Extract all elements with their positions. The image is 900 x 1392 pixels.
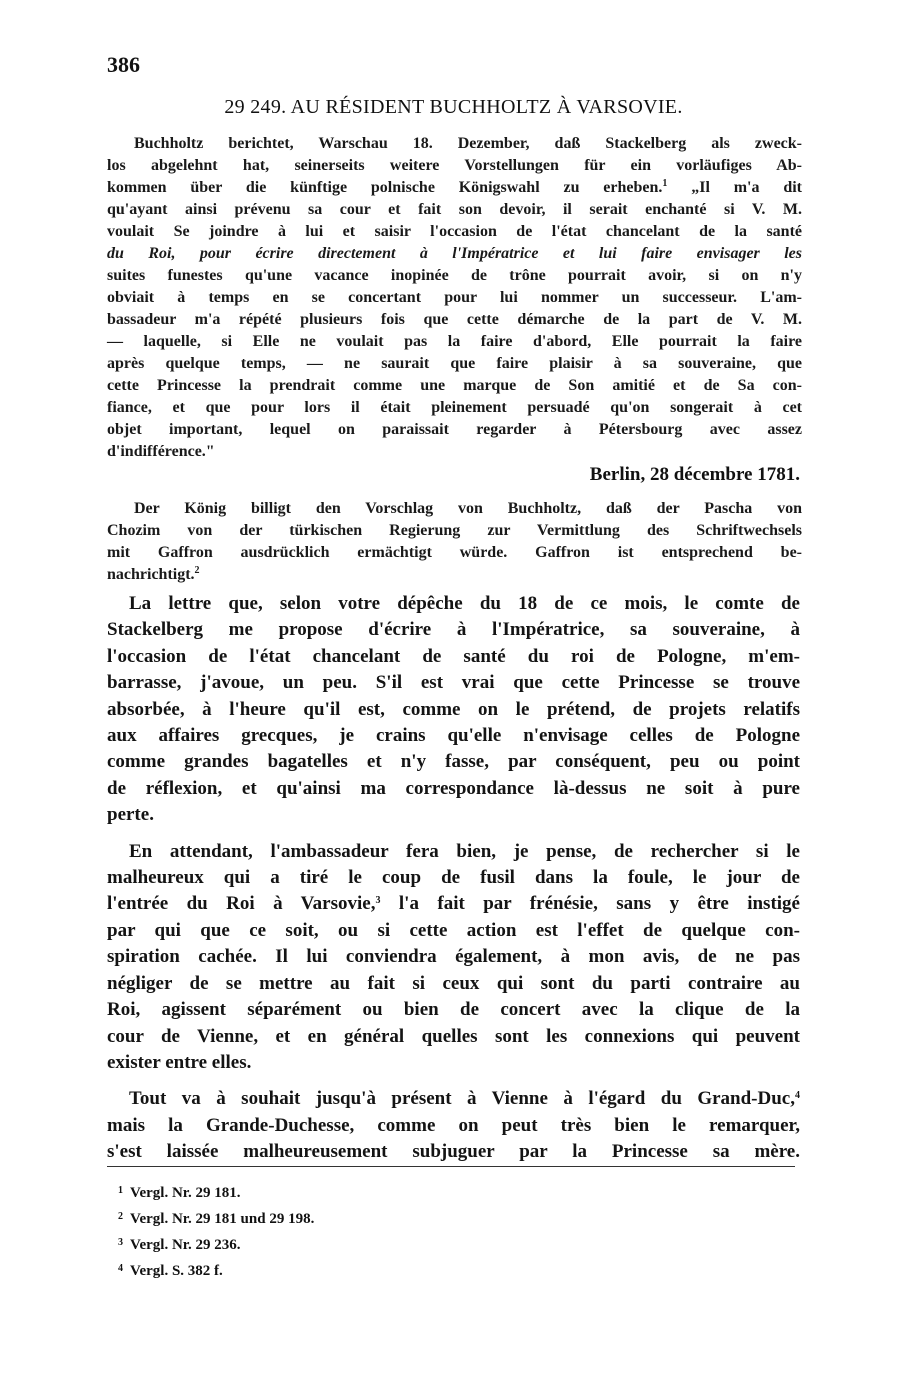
body-line: cour de Vienne, et en général quelles sont les connexions qui peuvent (107, 1025, 800, 1047)
summary-line: cette Princesse la prendrait comme une marque de Son amitié et de Sa con- (107, 377, 802, 394)
summary-line: Chozim von der türkischen Regierung zur Vermittlung des Schriftwechsels (107, 522, 802, 539)
footnote-text: Vergl. Nr. 29 181. (130, 1185, 241, 1201)
body-line: comme grandes bagatelles et n'y fasse, par conséquent, peu ou point (107, 751, 800, 773)
body-line: absorbée, à l'heure qu'il est, comme on le prétend, de projets relatifs (107, 698, 800, 720)
summary-line-text: nachrichtigt. (107, 566, 195, 583)
body-line: malheureux qui a tiré le coup de fusil dans la foule, le jour de (107, 867, 800, 889)
body-line: perte. (107, 804, 154, 826)
summary-decision (107, 498, 802, 586)
body-line: négliger de se mettre au fait si ceux qui sont du parti contraire au (107, 972, 800, 994)
summary-line: voulait Se joindre à lui et saisir l'occasion de l'état chancelant de la santé (107, 223, 802, 240)
footnote-mark: 4 (118, 1263, 123, 1274)
footnote-text: Vergl. S. 382 f. (130, 1263, 223, 1279)
footnote-ref: 4 (795, 1090, 800, 1102)
body-line: par qui que ce soit, ou si cette action est l'effet de quelque con- (107, 919, 800, 941)
body-line: exister entre elles. (107, 1051, 252, 1073)
body-line: aux affaires grecques, je crains qu'elle n'envisage celles de Pologne (107, 725, 800, 747)
footnotes (118, 1179, 314, 1283)
summary-line: mit Gaffron ausdrücklich ermächtigt würde. Gaffron ist entsprechend be- (107, 544, 802, 561)
body-line: de réflexion, et qu'ainsi ma correspondance là-dessus ne soit à pure (107, 777, 800, 799)
quote-start: „Il m'a dit (667, 179, 802, 196)
paragraph (107, 1086, 800, 1165)
body-line: spiration cachée. Il lui conviendra également, à mon avis, de ne pas (107, 946, 800, 968)
body-line: Stackelberg me propose d'écrire à l'Impératrice, sa souveraine, à (107, 619, 800, 641)
summary-line: obviait à temps en se concertant pour lui nommer un successeur. L'am- (107, 289, 802, 306)
footnote (118, 1231, 314, 1257)
body-line-text: l'entrée du Roi à Varsovie, (107, 893, 376, 915)
summary-line: qu'ayant ainsi prévenu sa cour et fait son devoir, il serait enchanté si V. M. (107, 201, 802, 218)
footnote-ref: 1 (662, 178, 668, 189)
footnote-mark: 3 (118, 1237, 123, 1248)
dateline: Berlin, 28 décembre 1781. (589, 464, 800, 485)
footnote-mark: 2 (118, 1211, 123, 1222)
footnote-text: Vergl. Nr. 29 181 und 29 198. (130, 1211, 315, 1227)
footnote-text: Vergl. Nr. 29 236. (130, 1237, 241, 1253)
body-line: s'est laissée malheureusement subjuguer par la Princesse sa mère. (107, 1141, 800, 1163)
summary-line-text: kommen über die künftige polnische Königswahl zu erheben. (107, 179, 663, 196)
summary-line: du Roi, pour écrire directement à l'Impératrice et lui faire envisager les (107, 245, 802, 262)
body-line (107, 891, 800, 917)
footnote-mark: 1 (118, 1185, 123, 1196)
summary-line: d'indifférence." (107, 443, 215, 460)
body-line: Roi, agissent séparément ou bien de concert avec la clique de la (107, 999, 800, 1021)
page-number: 386 (107, 52, 140, 77)
summary-line: los abgelehnt hat, seinerseits weitere Vorstellungen für ein vorläufiges Ab- (107, 157, 802, 174)
body-line-text: Tout va à souhait jusqu'à présent à Vienne à l'égard du Grand-Duc, (129, 1088, 795, 1110)
paragraph (107, 591, 800, 829)
summary-line: après quelque temps, — ne saurait que faire plaisir à sa souveraine, que (107, 355, 802, 372)
summary-report (107, 133, 802, 463)
body-line-tail: l'a fait par frénésie, sans y être instigé (380, 893, 800, 915)
body-line (107, 1086, 800, 1112)
summary-line: Buchholtz berichtet, Warschau 18. Dezember, daß Stackelberg als zweck- (134, 135, 802, 152)
footnote-ref: 2 (194, 565, 200, 576)
summary-line: objet important, lequel on paraissait regarder à Pétersbourg avec assez (107, 421, 802, 438)
summary-line: suites funestes qu'une vacance inopinée de trône pourrait avoir, si on n'y (107, 267, 802, 284)
summary-line: fiance, et que pour lors il était pleinement persuadé qu'on songerait à cet (107, 399, 802, 416)
summary-line (107, 564, 802, 586)
body-line: En attendant, l'ambassadeur fera bien, je pense, de rechercher si le (129, 840, 800, 862)
body-line: mais la Grande-Duchesse, comme on peut très bien le remarquer, (107, 1114, 800, 1136)
letter-body (107, 591, 800, 1176)
paragraph (107, 839, 800, 1077)
letter-heading: 29 249. AU RÉSIDENT BUCHHOLTZ À VARSOVIE. (224, 96, 683, 118)
footnote (118, 1205, 314, 1231)
summary-line: bassadeur m'a répété plusieurs fois que cette démarche de la part de V. M. (107, 311, 802, 328)
summary-line: Der König billigt den Vorschlag von Buchholtz, daß der Pascha von (134, 500, 802, 517)
footnote-divider (107, 1166, 795, 1167)
body-line: l'occasion de l'état chancelant de santé du roi de Pologne, m'em- (107, 645, 800, 667)
footnote (118, 1257, 314, 1283)
summary-line (107, 177, 802, 199)
footnote (118, 1179, 314, 1205)
body-line: La lettre que, selon votre dépêche du 18 de ce mois, le comte de (129, 593, 800, 614)
summary-line: — laquelle, si Elle ne voulait pas la faire d'abord, Elle pourrait la faire (107, 333, 802, 350)
body-line: barrasse, j'avoue, un peu. S'il est vrai que cette Princesse se trouve (107, 672, 800, 694)
footnote-ref: 3 (375, 895, 381, 907)
